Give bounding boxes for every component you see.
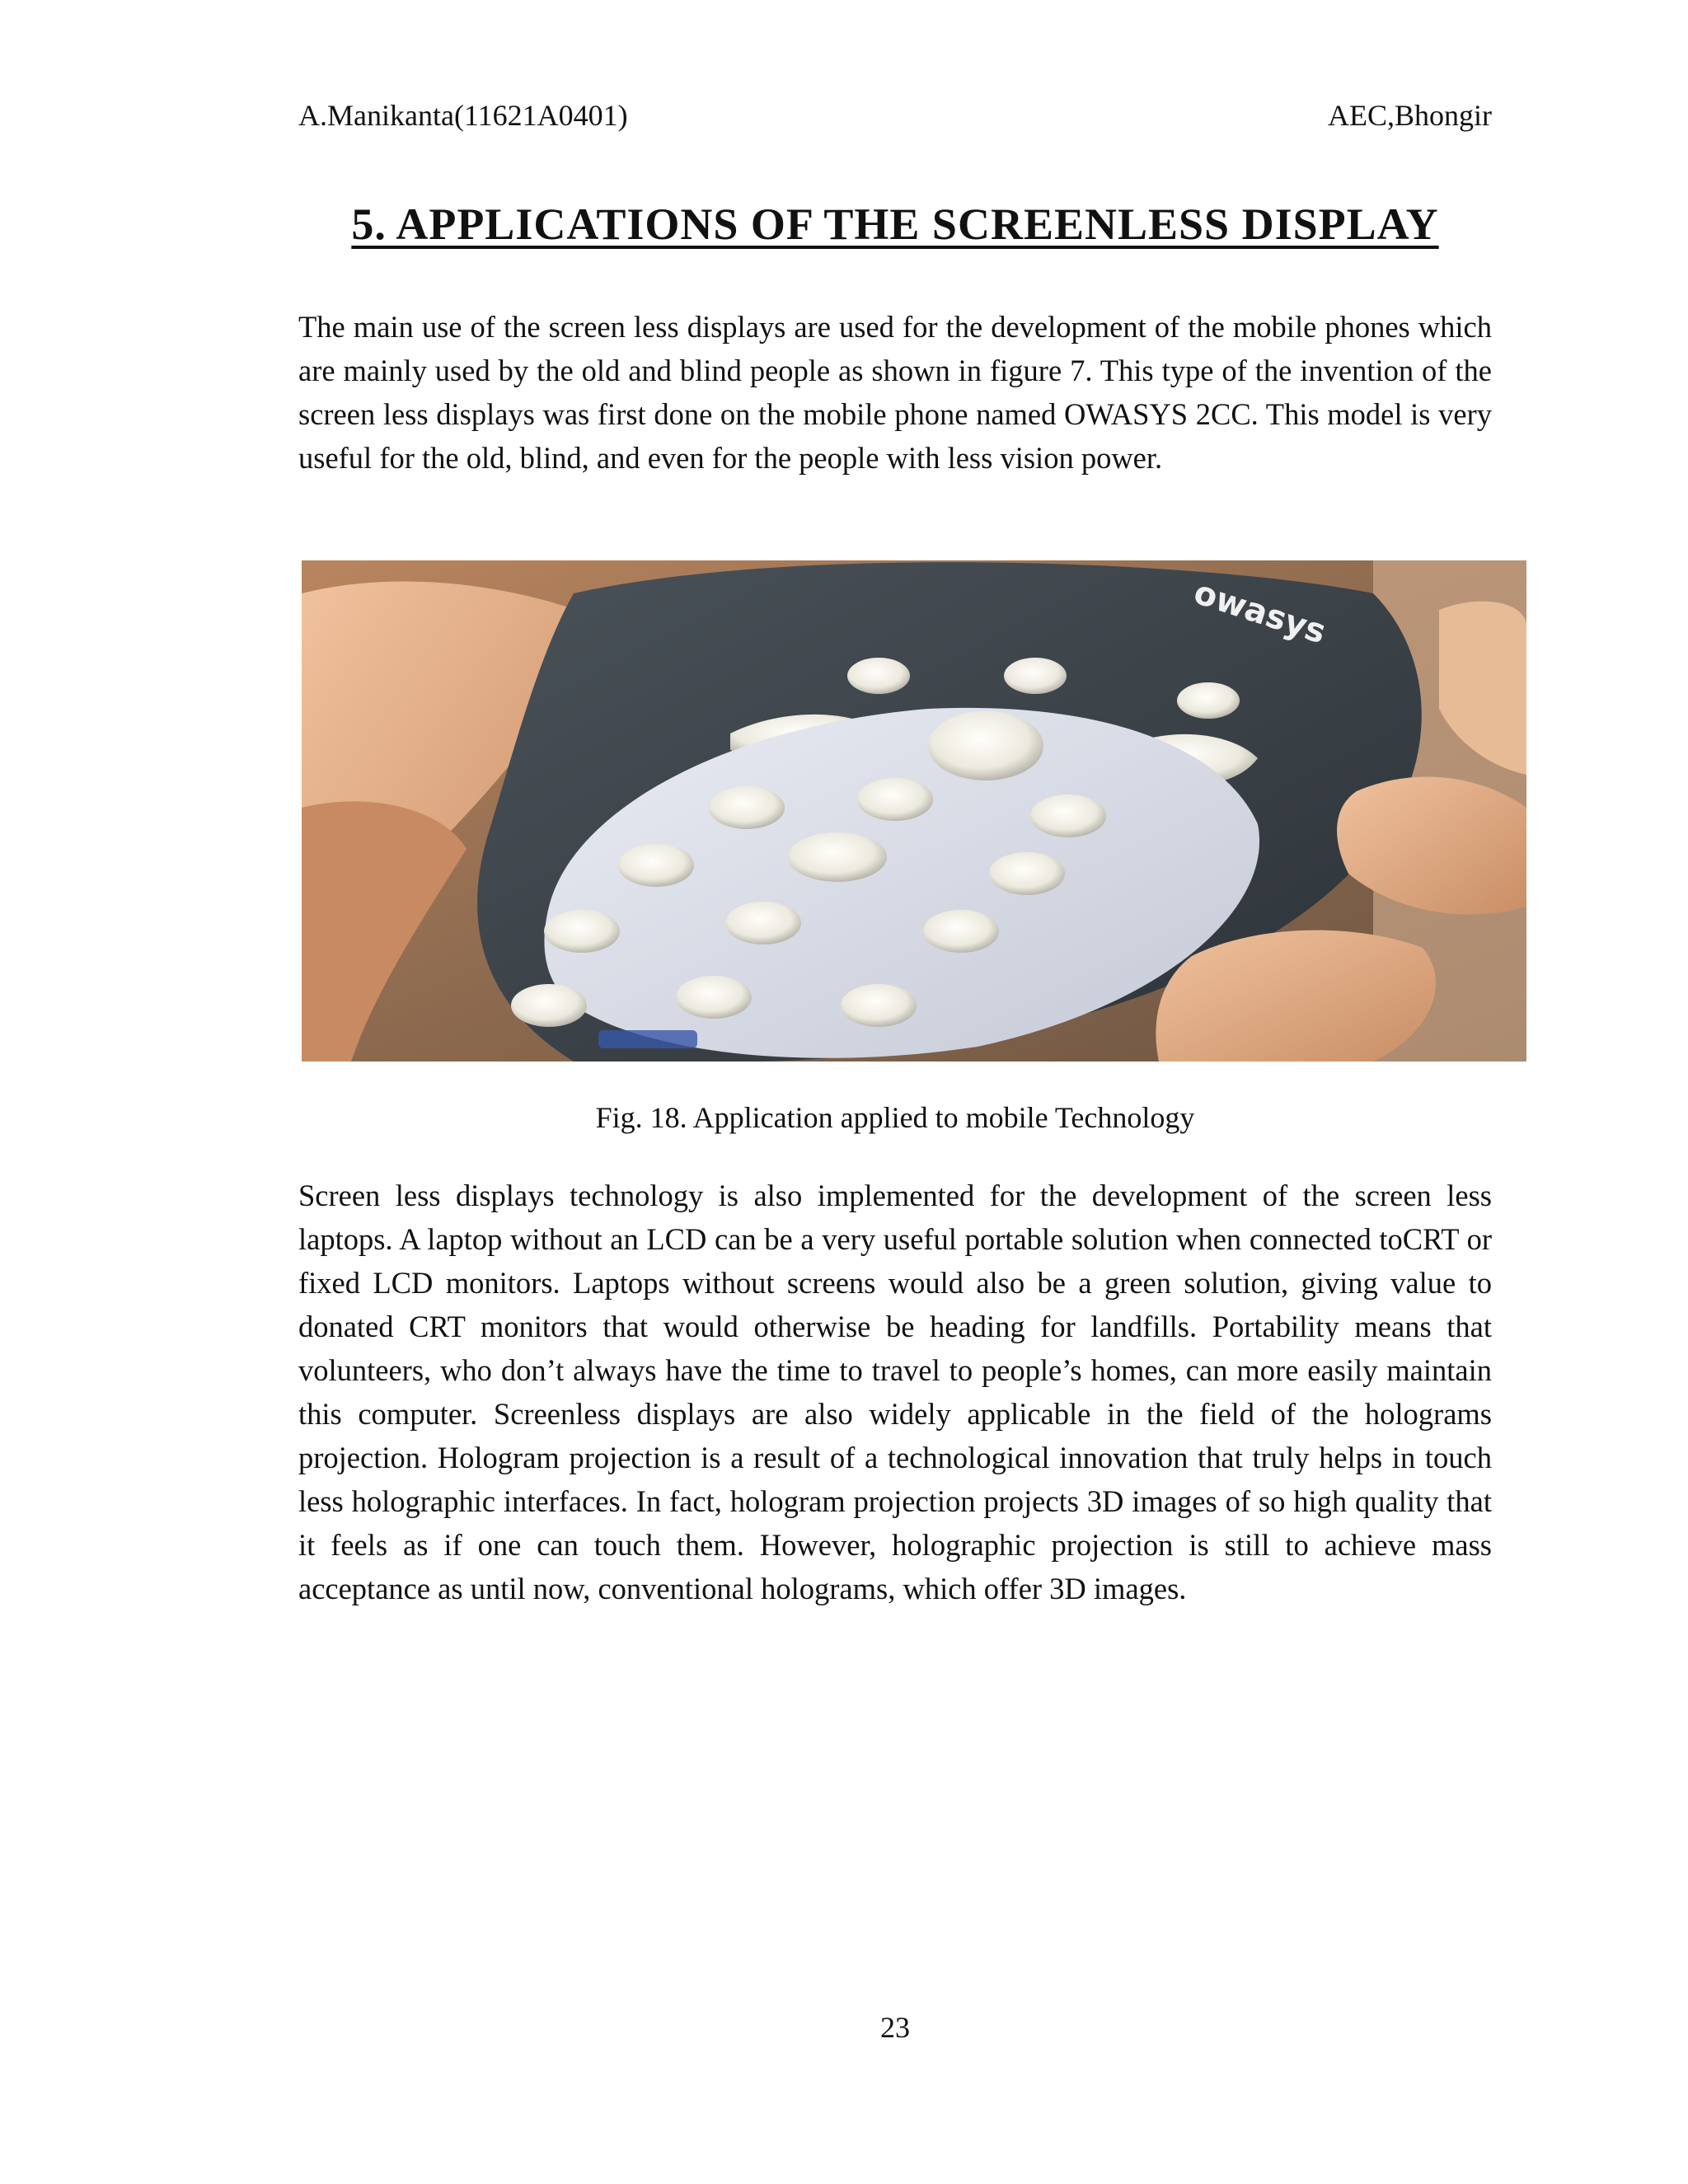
- section-title-text: 5. APPLICATIONS OF THE SCREENLESS DISPLAY: [351, 199, 1439, 249]
- header-institution: AEC,Bhongir: [1327, 99, 1492, 132]
- header-author: A.Manikanta(11621A0401): [298, 99, 628, 132]
- figure-owasys-phone: [302, 560, 1526, 1062]
- phone-brand-text: owasys: [1189, 573, 1331, 652]
- paragraph-intro: The main use of the screen less displays are used for the development of the mobile phones which are mainly used by the old and blind people as shown in figure 7. This type of the invention of the screen less displays was first done on the mobile phone named OWASYS 2CC. This model is very useful for the old, blind, and even for the people with less vision power.: [298, 310, 1492, 475]
- page-number: 23: [880, 2011, 910, 2044]
- section-title: [298, 196, 1492, 252]
- paragraph-laptops-holograms: Screen less displays technology is also implemented for the development of the screen less laptops. A laptop without an LCD can be a very useful portable solution when connected toCRT or fixed LCD monitors. Laptops without screens would also be a green solution, giving value to donated CRT monitors that would otherwise be heading for landfills. Portability means that volunteers, who don’t always have the time to travel to people’s homes, can more easily maintain this computer. Screenless displays are also widely applicable in the field of the holograms projection. Hologram projection is a result of a technological innovation that truly helps in touch less holographic interfaces. In fact, hologram projection projects 3D images of so high quality that it feels as if one can touch them. However, holographic projection is still to achieve mass acceptance as until now, conventional holograms, which offer 3D images.: [298, 1179, 1492, 1605]
- figure-caption: Fig. 18. Application applied to mobile Technology: [595, 1101, 1195, 1134]
- phone-photo: [302, 560, 1526, 1062]
